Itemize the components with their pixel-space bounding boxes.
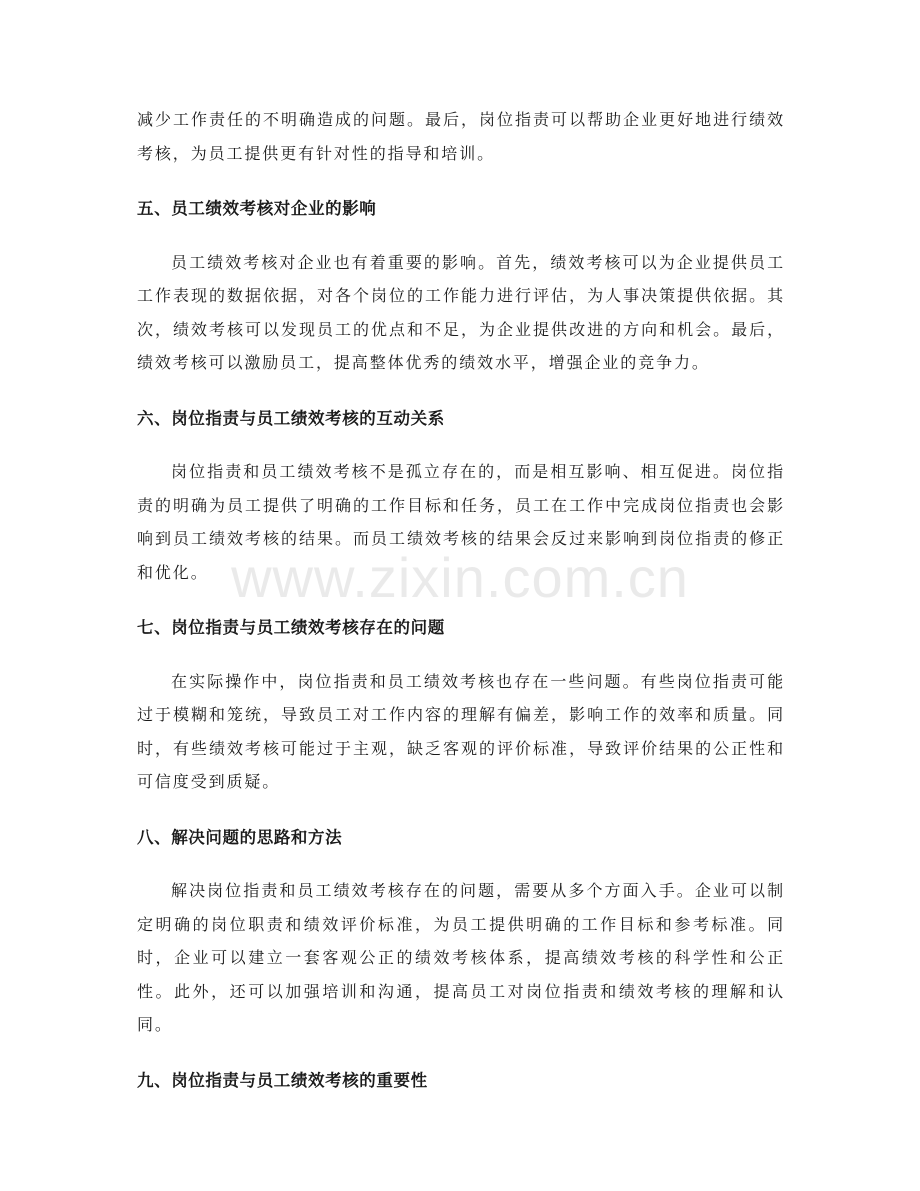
section-heading-9: 九、岗位指责与员工绩效考核的重要性 — [137, 1070, 428, 1090]
section-heading-6: 六、岗位指责与员工绩效考核的互动关系 — [137, 408, 445, 428]
document-body — [137, 103, 785, 1097]
section-heading-8: 八、解决问题的思路和方法 — [137, 827, 343, 847]
section-paragraph-7: 在实际操作中，岗位指责和员工绩效考核也存在一些问题。有些岗位指责可能过于模糊和笼统，导致员工对工作内容的理解有偏差，影响工作的效率和质量。同时，有些绩效考核可能过于主观，缺乏客观的评价标准，导致评价结果的公正性和可信度受到质疑。 — [137, 671, 785, 791]
intro-paragraph: 减少工作责任的不明确造成的问题。最后，岗位指责可以帮助企业更好地进行绩效考核，为员工提供更有针对性的指导和培训。 — [137, 110, 785, 163]
section-heading-7: 七、岗位指责与员工绩效考核存在的问题 — [137, 618, 445, 637]
section-paragraph-8: 解决岗位指责和员工绩效考核存在的问题，需要从多个方面入手。企业可以制定明确的岗位职责和绩效评价标准，为员工提供明确的工作目标和参考标准。同时，企业可以建立一套客观公正的绩效考核体系，提高绩效考核的科学性和公正性。此外，还可以加强培训和沟通，提高员工对岗位指责和绩效考核的理解和认同。 — [137, 881, 785, 1034]
section-paragraph-6: 岗位指责和员工绩效考核不是孤立存在的，而是相互影响、相互促进。岗位指责的明确为员工提供了明确的工作目标和任务，员工在工作中完成岗位指责也会影响到员工绩效考核的结果。而员工绩效考核的结果会反过来影响到岗位指责的修正和优化。 — [137, 462, 785, 582]
site-watermark: www.zixin.com.cn — [231, 546, 689, 609]
section-heading-5: 五、员工绩效考核对企业的影响 — [137, 199, 377, 218]
section-paragraph-5: 员工绩效考核对企业也有着重要的影响。首先，绩效考核可以为企业提供员工工作表现的数据依据，对各个岗位的工作能力进行评估，为人事决策提供依据。其次，绩效考核可以发现员工的优点和不足，为企业提供改进的方向和机会。最后，绩效考核可以激励员工，提高整体优秀的绩效水平，增强企业的竞争力。 — [137, 252, 785, 372]
